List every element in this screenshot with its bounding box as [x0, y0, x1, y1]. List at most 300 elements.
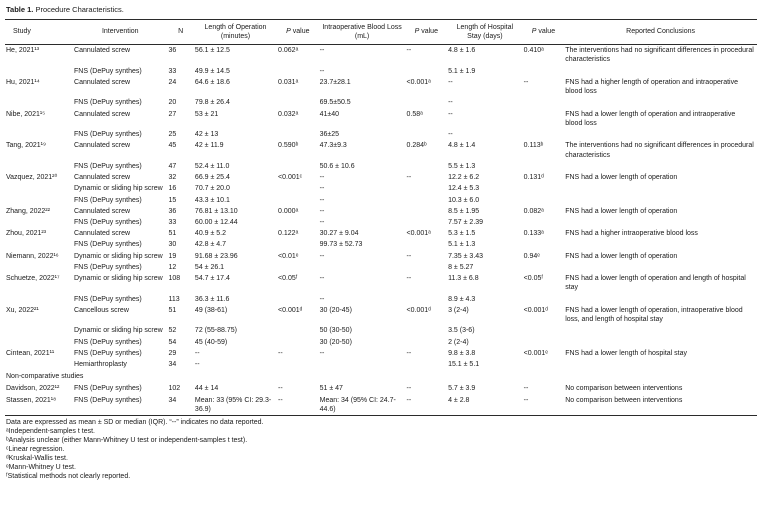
cell-op: -- — [194, 361, 200, 369]
column-header-p_blood: P value — [406, 19, 448, 44]
cell-p_blood: -- — [406, 275, 412, 283]
cell-p_op: 0.032ᵃ — [278, 110, 299, 118]
cell-n: 33 — [168, 67, 177, 75]
cell-blood: -- — [319, 218, 325, 226]
cell-op: 43.3 ± 10.1 — [194, 196, 230, 204]
table-row — [5, 383, 757, 394]
cell-stay: 9.8 ± 3.8 — [448, 349, 476, 357]
cell-intervention: FNS (DePuy synthes) — [74, 131, 142, 139]
cell-study — [5, 195, 73, 206]
table-row — [5, 348, 757, 359]
cell-n: 36 — [168, 207, 177, 215]
table-row — [5, 129, 757, 140]
cell-intervention: Dynamic or sliding hip screw — [74, 275, 163, 283]
cell-intervention: Dynamic or sliding hip screw — [74, 252, 163, 260]
cell-p_stay: <0.001ᵉ — [523, 349, 548, 357]
table-row — [5, 140, 757, 160]
cell-study — [5, 217, 73, 228]
cell-conclusion: FNS had a lower length of operation — [565, 252, 678, 260]
cell-study: Stassen, 2021¹⁸ — [6, 396, 57, 404]
cell-p_blood: -- — [406, 47, 412, 55]
cell-intervention: Cannulated screw — [74, 78, 131, 86]
cell-p_op — [277, 66, 319, 77]
cell-blood — [319, 262, 406, 273]
cell-p_op — [277, 195, 319, 206]
cell-p_stay: 0.082ᵃ — [523, 207, 544, 215]
cell-n: 36 — [168, 47, 177, 55]
table-footnotes — [6, 419, 757, 482]
column-header-blood: Intraoperative Blood Loss (mL) — [319, 19, 406, 44]
cell-blood: -- — [319, 196, 325, 204]
cell-stay: 4.8 ± 1.6 — [448, 47, 476, 55]
table-row — [5, 337, 757, 348]
cell-blood: -- — [319, 275, 325, 283]
cell-conclusion — [564, 239, 757, 250]
cell-p_blood: <0.001ᵃ — [406, 230, 431, 238]
cell-conclusion — [564, 97, 757, 108]
cell-intervention: FNS (DePuy synthes) — [74, 385, 142, 393]
cell-p_blood — [406, 217, 448, 228]
cell-op: 60.00 ± 12.44 — [194, 218, 238, 226]
cell-intervention: FNS (DePuy synthes) — [74, 196, 142, 204]
cell-op: 36.3 ± 11.6 — [194, 295, 230, 303]
cell-op: Mean: 33 (95% CI: 29.3-36.9) — [194, 396, 272, 413]
cell-p_stay: 0.113ᵇ — [523, 142, 544, 150]
cell-conclusion: The interventions had no significant differences in procedural characteristics — [565, 47, 754, 64]
cell-p_op: <0.001ᵈ — [278, 306, 303, 314]
cell-p_op — [277, 294, 319, 305]
cell-op: 42 ± 13 — [194, 131, 219, 139]
cell-conclusion: FNS had a lower length of operation and length of hospital stay — [565, 275, 746, 292]
cell-conclusion — [564, 337, 757, 348]
cell-intervention: Hemiarthroplasty — [74, 361, 127, 369]
cell-blood: -- — [319, 295, 325, 303]
cell-n: 51 — [168, 230, 177, 238]
cell-p_blood — [406, 206, 448, 217]
cell-n: 113 — [168, 295, 180, 303]
cell-op: 49.9 ± 14.5 — [194, 67, 230, 75]
cell-p_blood — [406, 294, 448, 305]
cell-study — [5, 359, 73, 370]
cell-p_blood: -- — [406, 174, 412, 182]
cell-stay: 5.1 ± 1.3 — [448, 241, 476, 249]
cell-p_stay — [523, 109, 565, 129]
cell-conclusion: FNS had a lower length of operation — [565, 174, 678, 182]
cell-n: 47 — [168, 162, 177, 170]
cell-conclusion — [564, 262, 757, 273]
cell-study — [5, 161, 73, 172]
cell-p_stay — [523, 129, 565, 140]
cell-study: Cintean, 2021¹¹ — [6, 349, 55, 357]
cell-p_blood: <0.001ᵃ — [406, 78, 431, 86]
cell-blood: -- — [319, 174, 325, 182]
cell-blood: 47.3±9.3 — [319, 142, 347, 150]
footnote: ᶠStatistical methods not clearly reported. — [6, 472, 131, 480]
cell-p_blood — [406, 129, 448, 140]
cell-n: 33 — [168, 218, 177, 226]
cell-study — [5, 97, 73, 108]
cell-intervention: FNS (DePuy synthes) — [74, 218, 142, 226]
section-label: Non-comparative studies — [6, 373, 84, 381]
cell-conclusion: FNS had a higher length of operation and intraoperative blood loss — [565, 78, 738, 96]
cell-stay: 7.35 ± 3.43 — [448, 252, 484, 260]
cell-stay: 8.5 ± 1.95 — [448, 207, 480, 215]
cell-stay: 3 (2-4) — [448, 306, 469, 314]
cell-conclusion: No comparison between interventions — [565, 396, 683, 404]
section-row — [5, 370, 757, 383]
cell-p_stay — [523, 97, 565, 108]
cell-op: 79.8 ± 26.4 — [194, 99, 230, 107]
cell-conclusion: No comparison between interventions — [565, 385, 683, 393]
cell-p_blood: <0.001ᵈ — [406, 306, 431, 314]
cell-intervention: FNS (DePuy synthes) — [74, 295, 142, 303]
table-row — [5, 195, 757, 206]
cell-p_blood: -- — [406, 252, 412, 260]
cell-n: 25 — [168, 131, 177, 139]
cell-study — [5, 66, 73, 77]
cell-stay: 15.1 ± 5.1 — [448, 361, 480, 369]
cell-stay: 4 ± 2.8 — [448, 396, 470, 404]
column-header-op: Length of Operation (minutes) — [194, 19, 277, 44]
cell-p_stay — [523, 262, 565, 273]
table-row — [5, 66, 757, 77]
cell-n: 20 — [168, 99, 177, 107]
cell-n: 108 — [168, 275, 181, 283]
table-row — [5, 305, 757, 325]
cell-n: 34 — [168, 396, 177, 404]
cell-conclusion: FNS had a lower length of operation and intraoperative blood loss — [565, 110, 736, 127]
table-row — [5, 228, 757, 239]
cell-n: 34 — [168, 361, 177, 369]
cell-blood: -- — [319, 207, 325, 215]
table-row — [5, 206, 757, 217]
cell-conclusion — [564, 325, 757, 336]
cell-p_stay — [523, 325, 565, 336]
cell-p_stay: -- — [523, 385, 529, 393]
cell-n: 54 — [168, 338, 177, 346]
table-row — [5, 77, 757, 97]
footnote: ᵈKruskal-Wallis test. — [6, 455, 68, 462]
cell-intervention: Dynamic or sliding hip screw — [74, 185, 163, 193]
cell-op: 44 ± 14 — [194, 385, 219, 393]
cell-p_op — [277, 239, 319, 250]
cell-stay: -- — [448, 78, 453, 86]
cell-conclusion — [564, 129, 757, 140]
cell-study: Davidson, 2022¹² — [6, 385, 60, 393]
cell-op: 72 (55-88.75) — [194, 327, 237, 335]
cell-study: Schuetze, 2022¹⁷ — [6, 275, 60, 283]
cell-blood: 69.5±50.5 — [319, 99, 351, 107]
cell-n: 51 — [168, 306, 177, 314]
cell-conclusion — [564, 66, 757, 77]
cell-study — [5, 325, 73, 336]
cell-blood: 30 (20-45) — [319, 306, 352, 314]
cell-intervention: Cannulated screw — [74, 110, 131, 118]
cell-p_stay: 0.131ᵈ — [523, 174, 544, 182]
table-row — [5, 97, 757, 108]
cell-stay: 8 ± 5.27 — [448, 263, 474, 271]
cell-p_blood: 0.58ᵃ — [406, 110, 423, 118]
cell-study: Niemann, 2022¹⁶ — [6, 252, 59, 260]
cell-n: 45 — [168, 142, 177, 150]
cell-stay: 3.5 (3-6) — [448, 327, 475, 335]
cell-p_op — [277, 262, 319, 273]
table-title — [6, 5, 757, 15]
cell-p_op: -- — [278, 385, 283, 393]
cell-p_stay — [523, 195, 565, 206]
cell-blood: 99.73 ± 52.73 — [319, 241, 363, 249]
cell-n: 24 — [168, 78, 177, 86]
footnote: Data are expressed as mean ± SD or median (IQR). “--” indicates no data reported. — [6, 419, 264, 427]
cell-op: 40.9 ± 5.2 — [194, 230, 227, 238]
cell-intervention: Cannulated screw — [74, 230, 131, 238]
cell-op: 54 ± 26.1 — [194, 263, 225, 271]
cell-p_op — [277, 359, 319, 370]
cell-stay: -- — [448, 99, 453, 107]
cell-study — [5, 294, 73, 305]
cell-stay: 5.1 ± 1.9 — [448, 67, 476, 75]
cell-blood — [319, 359, 406, 370]
cell-blood: -- — [319, 349, 325, 357]
table-row — [5, 45, 757, 66]
cell-study: Zhou, 2021²³ — [6, 230, 47, 238]
cell-stay: -- — [448, 110, 453, 118]
cell-study — [5, 337, 73, 348]
cell-conclusion — [564, 195, 757, 206]
cell-op: 70.7 ± 20.0 — [194, 185, 230, 193]
cell-p_stay — [523, 183, 565, 194]
cell-p_blood — [406, 262, 448, 273]
cell-blood: 50 (30-50) — [319, 327, 352, 335]
table-row — [5, 251, 757, 262]
cell-p_blood — [406, 337, 448, 348]
cell-stay: 12.4 ± 5.3 — [448, 185, 480, 193]
cell-p_op: 0.062ᵃ — [278, 47, 299, 55]
column-header-n: N — [167, 19, 193, 44]
header-row — [5, 19, 757, 44]
cell-conclusion: FNS had a lower length of operation, intraoperative blood loss, and length of hospital stay — [565, 306, 743, 324]
cell-n: 52 — [168, 327, 177, 335]
cell-p_op — [277, 337, 319, 348]
cell-op: 53 ± 21 — [194, 110, 219, 118]
cell-op: 91.68 ± 23.96 — [194, 252, 238, 260]
cell-p_op: 0.031ᵃ — [278, 78, 299, 86]
cell-p_op: 0.590ᵇ — [278, 142, 299, 150]
cell-n: 12 — [168, 263, 177, 271]
cell-blood: 41±40 — [319, 110, 340, 118]
cell-study — [5, 262, 73, 273]
column-header-stay: Length of Hospital Stay (days) — [447, 19, 523, 44]
cell-intervention: FNS (DePuy synthes) — [74, 338, 142, 346]
cell-conclusion — [564, 294, 757, 305]
cell-intervention: FNS (DePuy synthes) — [74, 396, 142, 404]
table-row — [5, 161, 757, 172]
table-body — [5, 45, 757, 416]
cell-p_stay — [523, 217, 565, 228]
cell-study: Hu, 2021¹⁴ — [6, 78, 40, 86]
cell-blood: -- — [319, 47, 325, 55]
cell-op: 76.81 ± 13.10 — [194, 207, 238, 215]
cell-conclusion — [564, 359, 757, 370]
cell-p_blood: 0.284ᵇ — [406, 142, 427, 150]
cell-intervention: FNS (DePuy synthes) — [74, 263, 142, 271]
cell-op: 56.1 ± 12.5 — [194, 47, 230, 55]
cell-n: 19 — [168, 252, 177, 260]
cell-p_stay — [523, 239, 565, 250]
cell-p_stay: <0.001ᵈ — [523, 306, 548, 314]
cell-conclusion: FNS had a higher intraoperative blood loss — [565, 230, 698, 238]
cell-study — [5, 129, 73, 140]
cell-stay: 12.2 ± 6.2 — [448, 174, 480, 182]
column-header-conclusion: Reported Conclusions — [564, 19, 757, 44]
cell-p_op: <0.05ᶠ — [278, 275, 298, 283]
cell-p_stay — [523, 337, 565, 348]
cell-p_op — [277, 325, 319, 336]
cell-op: 45 (40-59) — [194, 338, 228, 346]
cell-blood: Mean: 34 (95% CI: 24.7-44.6) — [319, 396, 396, 413]
cell-op: -- — [194, 349, 200, 357]
footnote: ᶜLinear regression. — [6, 446, 65, 454]
cell-n: 29 — [168, 349, 177, 357]
cell-blood: -- — [319, 252, 325, 260]
cell-stay: 5.7 ± 3.9 — [448, 385, 476, 393]
table-caption: Procedure Characteristics. — [35, 5, 124, 14]
cell-study: Vazquez, 2021²⁰ — [6, 174, 58, 182]
cell-intervention: Cannulated screw — [74, 207, 131, 215]
cell-study — [5, 183, 73, 194]
cell-conclusion: The interventions had no significant differences in procedural characteristics — [565, 142, 754, 159]
footnote: ᵃIndependent-samples t test. — [6, 428, 95, 436]
cell-p_stay: 0.133ᵃ — [523, 230, 544, 238]
table-row — [5, 262, 757, 273]
table-row — [5, 217, 757, 228]
cell-p_stay — [523, 161, 565, 172]
cell-p_op — [277, 97, 319, 108]
cell-n: 32 — [168, 174, 177, 182]
table-row — [5, 172, 757, 183]
cell-blood: 23.7±28.1 — [319, 78, 351, 86]
cell-n: 15 — [168, 196, 177, 204]
cell-conclusion: FNS had a lower length of hospital stay — [565, 349, 687, 357]
cell-intervention: Dynamic or sliding hip screw — [74, 327, 163, 335]
cell-study: Nibe, 2021¹⁵ — [6, 110, 46, 118]
cell-study: Xu, 2022²¹ — [6, 306, 39, 314]
cell-study — [5, 239, 73, 250]
table-row — [5, 273, 757, 293]
cell-stay: 4.8 ± 1.4 — [448, 142, 476, 150]
cell-op: 42.8 ± 4.7 — [194, 241, 227, 249]
cell-intervention: FNS (DePuy synthes) — [74, 67, 142, 75]
column-header-p_op: P value — [277, 19, 319, 44]
cell-p_op: <0.01ᵉ — [278, 252, 299, 260]
cell-op: 49 (38-61) — [194, 306, 228, 314]
column-header-intervention: Intervention — [73, 19, 167, 44]
cell-blood: 36±25 — [319, 131, 340, 139]
cell-intervention: Cancellous screw — [74, 306, 129, 314]
cell-p_stay — [523, 359, 565, 370]
table-row — [5, 325, 757, 336]
cell-stay: 8.9 ± 4.3 — [448, 295, 476, 303]
cell-p_op — [277, 129, 319, 140]
cell-blood: 30.27 ± 9.04 — [319, 230, 359, 238]
cell-stay: 5.5 ± 1.3 — [448, 162, 476, 170]
cell-p_blood — [406, 66, 448, 77]
footnote: ᵉMann-Whitney U test. — [6, 463, 76, 471]
cell-intervention: FNS (DePuy synthes) — [74, 241, 142, 249]
cell-intervention: Cannulated screw — [74, 47, 131, 55]
footnote: ᵇAnalysis unclear (either Mann-Whitney U test or independent-samples t test). — [6, 437, 248, 445]
cell-intervention: Cannulated screw — [74, 142, 131, 150]
cell-n: 102 — [168, 385, 181, 393]
cell-p_op — [277, 161, 319, 172]
table-row — [5, 239, 757, 250]
cell-blood: 50.6 ± 10.6 — [319, 162, 355, 170]
table-row — [5, 395, 757, 416]
cell-p_op — [277, 183, 319, 194]
cell-p_op — [277, 217, 319, 228]
cell-p_stay — [523, 294, 565, 305]
procedure-characteristics-table — [5, 19, 757, 416]
cell-stay: -- — [448, 131, 453, 139]
cell-p_blood — [406, 195, 448, 206]
column-header-study: Study — [5, 19, 73, 44]
cell-p_stay: 0.94ᵉ — [523, 252, 540, 260]
cell-op: 52.4 ± 11.0 — [194, 162, 230, 170]
cell-stay: 7.57 ± 2.39 — [448, 218, 484, 226]
cell-blood: -- — [319, 185, 325, 193]
table-row — [5, 183, 757, 194]
cell-p_op: 0.000ᵃ — [278, 207, 299, 215]
cell-study: Zhang, 2022²² — [6, 207, 50, 215]
cell-p_blood — [406, 97, 448, 108]
cell-op: 54.7 ± 17.4 — [194, 275, 230, 283]
cell-n: 16 — [168, 185, 177, 193]
cell-stay: 5.3 ± 1.5 — [448, 230, 476, 238]
cell-stay: 10.3 ± 6.0 — [448, 196, 480, 204]
cell-stay: 2 (2-4) — [448, 338, 469, 346]
cell-p_blood: -- — [406, 385, 412, 393]
cell-p_blood: -- — [406, 396, 412, 404]
cell-p_blood — [406, 325, 448, 336]
cell-n: 27 — [168, 110, 177, 118]
cell-blood: 51 ± 47 — [319, 385, 343, 393]
cell-p_blood: -- — [406, 349, 412, 357]
cell-n: 30 — [168, 241, 177, 249]
cell-p_stay — [523, 66, 565, 77]
cell-p_stay: <0.05ᶠ — [523, 275, 543, 283]
cell-p_blood — [406, 239, 448, 250]
cell-p_blood — [406, 183, 448, 194]
cell-op: 42 ± 11.9 — [194, 142, 224, 150]
cell-intervention: FNS (DePuy synthes) — [74, 162, 142, 170]
cell-conclusion — [564, 161, 757, 172]
cell-op: 64.6 ± 18.6 — [194, 78, 230, 86]
column-header-p_stay: P value — [523, 19, 565, 44]
cell-blood: -- — [319, 67, 325, 75]
cell-p_op: <0.001ᶜ — [278, 174, 303, 182]
table-row — [5, 294, 757, 305]
cell-conclusion: FNS had a lower length of operation — [565, 207, 678, 215]
cell-study: Tang, 2021¹⁹ — [6, 142, 46, 150]
cell-p_blood — [406, 161, 448, 172]
cell-conclusion — [564, 217, 757, 228]
cell-p_op: 0.122ᵃ — [278, 230, 299, 238]
cell-p_stay: 0.410ᵃ — [523, 47, 544, 55]
cell-p_stay: -- — [523, 78, 529, 86]
cell-blood: 30 (20-50) — [319, 338, 352, 346]
cell-op: 66.9 ± 25.4 — [194, 174, 230, 182]
cell-intervention: Cannulated screw — [74, 174, 131, 182]
